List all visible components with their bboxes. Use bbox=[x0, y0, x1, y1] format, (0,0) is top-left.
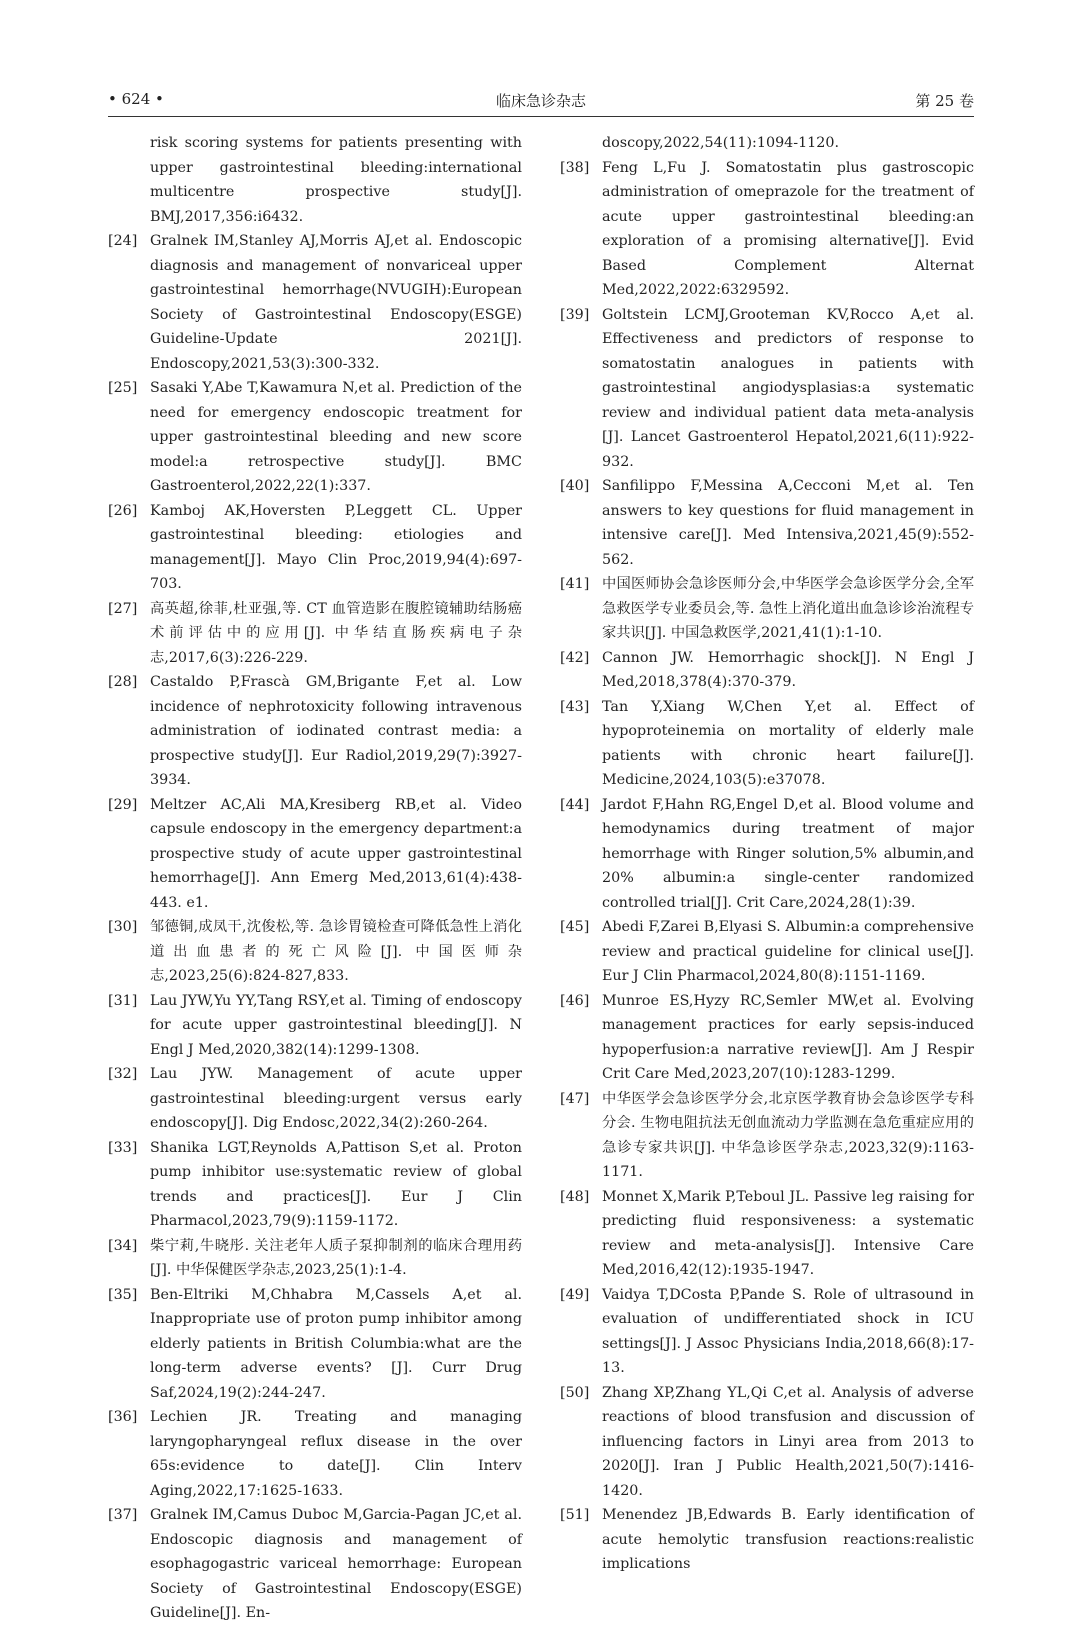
reference-item bbox=[108, 1062, 522, 1136]
reference-item bbox=[560, 1503, 974, 1577]
reference-item bbox=[108, 1234, 522, 1283]
reference-text: Lau JYW,Yu YY,Tang RSY,et al. Timing of endoscopy for acute upper gastrointestinal bleeding[J]. N Engl J Med,2020,382(14):1299-1308. bbox=[150, 992, 522, 1058]
reference-item bbox=[560, 989, 974, 1087]
reference-number: [29] bbox=[108, 796, 138, 813]
reference-text: Munroe ES,Hyzy RC,Semler MW,et al. Evolving management practices for early sepsis-induced hypoperfusion:a narrative review[J]. Am J Respir Crit Care Med,2023,207(10):1283-1299. bbox=[602, 992, 974, 1082]
reference-number: [30] bbox=[108, 919, 138, 935]
right-column bbox=[560, 131, 974, 1577]
reference-text: Jardot F,Hahn RG,Engel D,et al. Blood volume and hemodynamics during treatment of major hemorrhage with Ringer solution,5% albumin,and 20% albumin:a single-center randomized controlled trial[J]. Crit Care,2024,28(1):39. bbox=[602, 796, 974, 911]
reference-text: Lau JYW. Management of acute upper gastrointestinal bleeding:urgent versus early endoscopy[J]. Dig Endosc,2022,34(2):260-264. bbox=[150, 1066, 522, 1131]
reference-text: Meltzer AC,Ali MA,Kresiberg RB,et al. Video capsule endoscopy in the emergency department:a prospective study of acute upper gastrointestinal hemorrhage[J]. Ann Emerg Med,2013,61(4):438-443. e1. bbox=[150, 796, 522, 911]
reference-text: Cannon JW. Hemorrhagic shock[J]. N Engl J Med,2018,378(4):370-379. bbox=[602, 649, 974, 690]
reference-item bbox=[108, 376, 522, 499]
reference-number: [40] bbox=[560, 478, 590, 494]
reference-item bbox=[108, 1136, 522, 1234]
reference-text: Kamboj AK,Hoversten P,Leggett CL. Upper gastrointestinal bleeding: etiologies and management[J]. Mayo Clin Proc,2019,94(4):697-703. bbox=[150, 502, 522, 592]
page-number: • 624 • bbox=[108, 90, 164, 108]
page-header bbox=[108, 90, 974, 114]
reference-text: Gralnek IM,Camus Duboc M,Garcia-Pagan JC,et al. Endoscopic diagnosis and management of esophagogastric variceal hemorrhage: European Society of Gastrointestinal Endoscopy(ESGE) Guideline[J]. En- bbox=[150, 1507, 522, 1621]
reference-item bbox=[108, 915, 522, 989]
left-column bbox=[108, 131, 522, 1626]
reference-text: Zhang XP,Zhang YL,Qi C,et al. Analysis of adverse reactions of blood transfusion and discussion of influencing factors in Linyi area from 2013 to 2020[J]. Iran J Public Health,2021,50(7):1416-1420. bbox=[602, 1384, 974, 1499]
reference-text: Castaldo P,Frascà GM,Brigante F,et al. Low incidence of nephrotoxicity following intravenous administration of iodinated contrast media: a prospective study[J]. Eur Radiol,2019,29(7):3927-3934. bbox=[150, 674, 522, 788]
reference-text: Abedi F,Zarei B,Elyasi S. Albumin:a comprehensive review and practical guideline for clinical use[J]. Eur J Clin Pharmacol,2024,80(8):1151-1169. bbox=[602, 919, 974, 984]
reference-text: 中华医学会急诊医学分会,北京医学教育协会急诊医学专科分会. 生物电阻抗法无创血流动力学监测在急危重症应用的急诊专家共识[J]. 中华急诊医学杂志,2023,32(9):1163-1171. bbox=[602, 1090, 974, 1180]
reference-item bbox=[560, 303, 974, 475]
reference-number: [48] bbox=[560, 1188, 590, 1205]
reference-text: Feng L,Fu J. Somatostatin plus gastroscopic administration of omeprazole for the treatment of acute upper gastrointestinal bleeding:an exploration of a promising alternative[J]. Evid Based Complement Alternat Med,2022,2022:6329592. bbox=[602, 159, 974, 298]
reference-number: [45] bbox=[560, 919, 590, 935]
reference-number: [24] bbox=[108, 233, 138, 249]
reference-item bbox=[108, 1405, 522, 1503]
reference-number: [47] bbox=[560, 1090, 590, 1107]
reference-text: Sasaki Y,Abe T,Kawamura N,et al. Prediction of the need for emergency endoscopic treatment for upper gastrointestinal bleeding and new score model:a retrospective study[J]. BMC Gastroenterol,2022,22(1):337. bbox=[150, 380, 522, 494]
journal-title: 临床急诊杂志 bbox=[495, 92, 586, 110]
reference-text: Goltstein LCMJ,Grooteman KV,Rocco A,et al. Effectiveness and predictors of response to somatostatin analogues in patients with gastrointestinal angiodysplasias:a systematic review and individual patient data meta-analysis [J]. Lancet Gastroenterol Hepatol,2021,6(11):922-932. bbox=[602, 306, 974, 470]
reference-number: [34] bbox=[108, 1237, 138, 1254]
reference-number: [35] bbox=[108, 1286, 138, 1303]
reference-number: [46] bbox=[560, 992, 590, 1009]
header-rule bbox=[108, 116, 974, 117]
reference-number: [44] bbox=[560, 796, 590, 813]
reference-text: Tan Y,Xiang W,Chen Y,et al. Effect of hypoproteinemia on mortality of elderly male patients with chronic heart failure[J]. Medicine,2024,103(5):e37078. bbox=[602, 698, 974, 788]
reference-item bbox=[108, 229, 522, 376]
reference-number: [36] bbox=[108, 1409, 138, 1425]
reference-text: 高英超,徐菲,杜亚强,等. CT 血管造影在腹腔镜辅助结肠癌术前评估中的应用[J]. 中华结直肠疾病电子杂志,2017,6(3):226-229. bbox=[150, 600, 522, 666]
reference-item bbox=[560, 474, 974, 572]
reference-text: Vaidya T,DCosta P,Pande S. Role of ultrasound in evaluation of undifferentiated shock in ICU settings[J]. J Assoc Physicians India,2018,66(8):17-13. bbox=[602, 1286, 974, 1376]
reference-number: [28] bbox=[108, 674, 138, 690]
reference-continuation: doscopy,2022,54(11):1094-1120. bbox=[602, 135, 840, 151]
reference-item bbox=[560, 915, 974, 989]
reference-number: [51] bbox=[560, 1507, 590, 1523]
reference-item bbox=[560, 793, 974, 916]
reference-text: Sanfilippo F,Messina A,Cecconi M,et al. Ten answers to key questions for fluid management in intensive care[J]. Med Intensiva,2021,45(9):552-562. bbox=[602, 478, 974, 568]
reference-item bbox=[108, 597, 522, 671]
reference-item bbox=[108, 1283, 522, 1406]
reference-item bbox=[560, 1381, 974, 1504]
reference-number: [33] bbox=[108, 1139, 138, 1156]
reference-number: [32] bbox=[108, 1066, 138, 1082]
reference-list-right bbox=[560, 156, 974, 1577]
reference-text: Monnet X,Marik P,Teboul JL. Passive leg raising for predicting fluid responsiveness: a systematic review and meta-analysis[J]. Intensive Care Med,2016,42(12):1935-1947. bbox=[602, 1188, 974, 1278]
reference-item bbox=[108, 1503, 522, 1626]
reference-text: Menendez JB,Edwards B. Early identification of acute hemolytic transfusion reactions:realistic implications bbox=[602, 1507, 974, 1572]
reference-number: [37] bbox=[108, 1507, 138, 1523]
reference-number: [39] bbox=[560, 306, 590, 323]
reference-item bbox=[108, 499, 522, 597]
reference-item bbox=[560, 572, 974, 646]
reference-number: [25] bbox=[108, 380, 138, 396]
reference-number: [31] bbox=[108, 992, 138, 1009]
reference-text: 柴宁莉,牛晓彤. 关注老年人质子泵抑制剂的临床合理用药[J]. 中华保健医学杂志,2023,25(1):1-4. bbox=[150, 1237, 522, 1278]
reference-text: Ben-Eltriki M,Chhabra M,Cassels A,et al. Inappropriate use of proton pump inhibitor among elderly patients in British Columbia:what are the long-term adverse events? [J]. Curr Drug Saf,2024,19(2):244-247. bbox=[150, 1286, 522, 1401]
reference-list-left bbox=[108, 229, 522, 1626]
reference-number: [26] bbox=[108, 502, 138, 519]
reference-number: [41] bbox=[560, 576, 590, 592]
reference-number: [38] bbox=[560, 159, 590, 176]
reference-item bbox=[560, 1087, 974, 1185]
reference-item bbox=[560, 1185, 974, 1283]
reference-item bbox=[108, 793, 522, 916]
reference-text: Gralnek IM,Stanley AJ,Morris AJ,et al. Endoscopic diagnosis and management of nonvariceal upper gastrointestinal hemorrhage(NVUGIH):European Society of Gastrointestinal Endoscopy(ESGE) Guideline-Update 2021[J]. Endoscopy,2021,53(3):300-332. bbox=[150, 233, 522, 372]
reference-item bbox=[560, 646, 974, 695]
reference-number: [27] bbox=[108, 600, 138, 617]
reference-item bbox=[560, 1283, 974, 1381]
volume-label: 第 25 卷 bbox=[915, 92, 974, 110]
reference-item bbox=[108, 670, 522, 793]
reference-continuation: risk scoring systems for patients presenting with upper gastrointestinal bleeding:international multicentre prospective study[J]. BMJ,2017,356:i6432. bbox=[150, 135, 522, 225]
reference-number: [43] bbox=[560, 698, 590, 715]
reference-number: [50] bbox=[560, 1384, 590, 1401]
reference-text: 中国医师协会急诊医师分会,中华医学会急诊医学分会,全军急救医学专业委员会,等. 急性上消化道出血急诊诊治流程专家共识[J]. 中国急救医学,2021,41(1):1-10. bbox=[602, 576, 974, 641]
reference-item bbox=[560, 156, 974, 303]
reference-text: 邹德铜,成凤干,沈俊松,等. 急诊胃镜检查可降低急性上消化道出血患者的死亡风险[J]. 中国医师杂志,2023,25(6):824-827,833. bbox=[150, 919, 522, 984]
reference-number: [49] bbox=[560, 1286, 590, 1303]
reference-item bbox=[560, 695, 974, 793]
reference-text: Shanika LGT,Reynolds A,Pattison S,et al. Proton pump inhibitor use:systematic review of global trends and practices[J]. Eur J Clin Pharmacol,2023,79(9):1159-1172. bbox=[150, 1139, 522, 1229]
reference-number: [42] bbox=[560, 649, 590, 666]
reference-text: Lechien JR. Treating and managing laryngopharyngeal reflux disease in the over 65s:evidence to date[J]. Clin Interv Aging,2022,17:1625-1633. bbox=[150, 1409, 522, 1499]
reference-item bbox=[108, 989, 522, 1063]
